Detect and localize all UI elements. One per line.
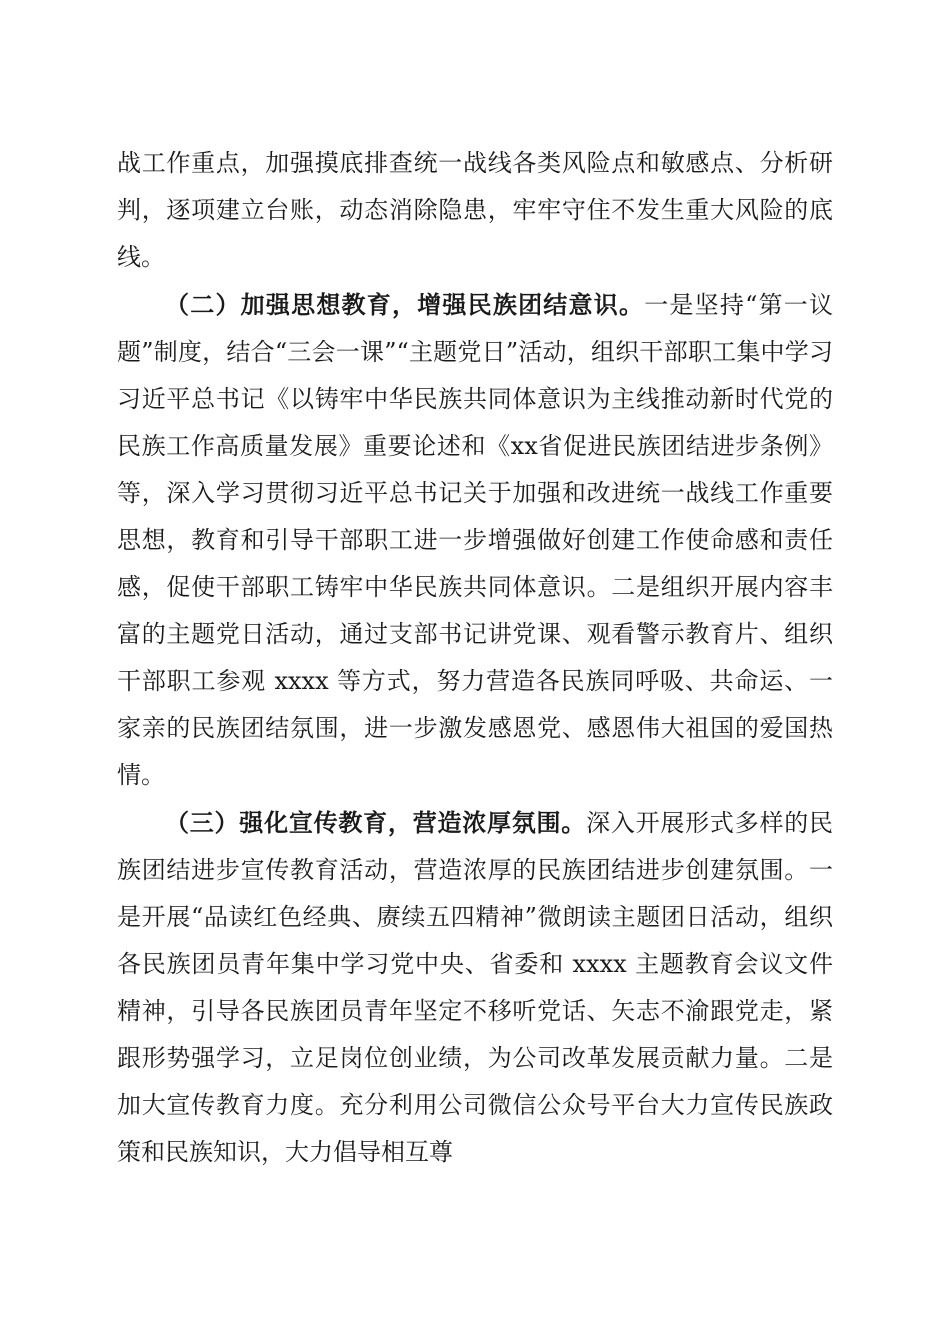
paragraph-body: 一是坚持“第一议题”制度，结合“三会一课”“主题党日”活动，组织干部职工集中学习习近平总书记《以铸牢中华民族共同体意识为主线推动新时代党的民族工作高质量发展》重要论述和《xx省促进民族团结进步条例》等，深入学习贯彻习近平总书记关于加强和改进统一战线工作重要思想，教育和引导干部职工进一步增强做好创建工作使命感和责任感，促使干部职工铸牢中华民族共同体意识。二是组织开展内容丰富的主题党日活动，通过支部书记讲党课、观看警示教育片、组织干部职工参观 xxxx 等方式，努力营造各民族同呼吸、共命运、一家亲的民族团结氛围，进一步激发感恩党、感恩伟大祖国的爱国热情。 [117,291,833,789]
section-heading-2: （二）加强思想教育，增强民族团结意识。 [165,290,645,319]
paragraph-body: 战工作重点，加强摸底排查统一战线各类风险点和敏感点、分析研判，逐项建立台账，动态消除隐患，牢牢守住不发生重大风险的底线。 [117,149,833,271]
paragraph-body: 深入开展形式多样的民族团结进步宣传教育活动，营造浓厚的民族团结进步创建氛围。一是开展“品读红色经典、赓续五四精神”微朗读主题团日活动，组织各民族团员青年集中学习党中央、省委和 xxxx 主题教育会议文件精神，引导各民族团员青年坚定不移听党话、矢志不渝跟党走，紧跟形势强学习，立足岗位创业绩，为公司改革发展贡献力量。二是加大宣传教育力度。充分利用公司微信公众号平台大力宣传民族政策和民族知识，大力倡导相互尊 [117,809,834,1166]
paragraph-publicity-education [117,799,833,1176]
paragraph-risk-prevention [117,140,833,281]
document-body [117,140,833,1176]
section-heading-3: （三）强化宣传教育，营造浓厚氛围。 [165,808,587,837]
paragraph-ideological-education [117,281,833,799]
